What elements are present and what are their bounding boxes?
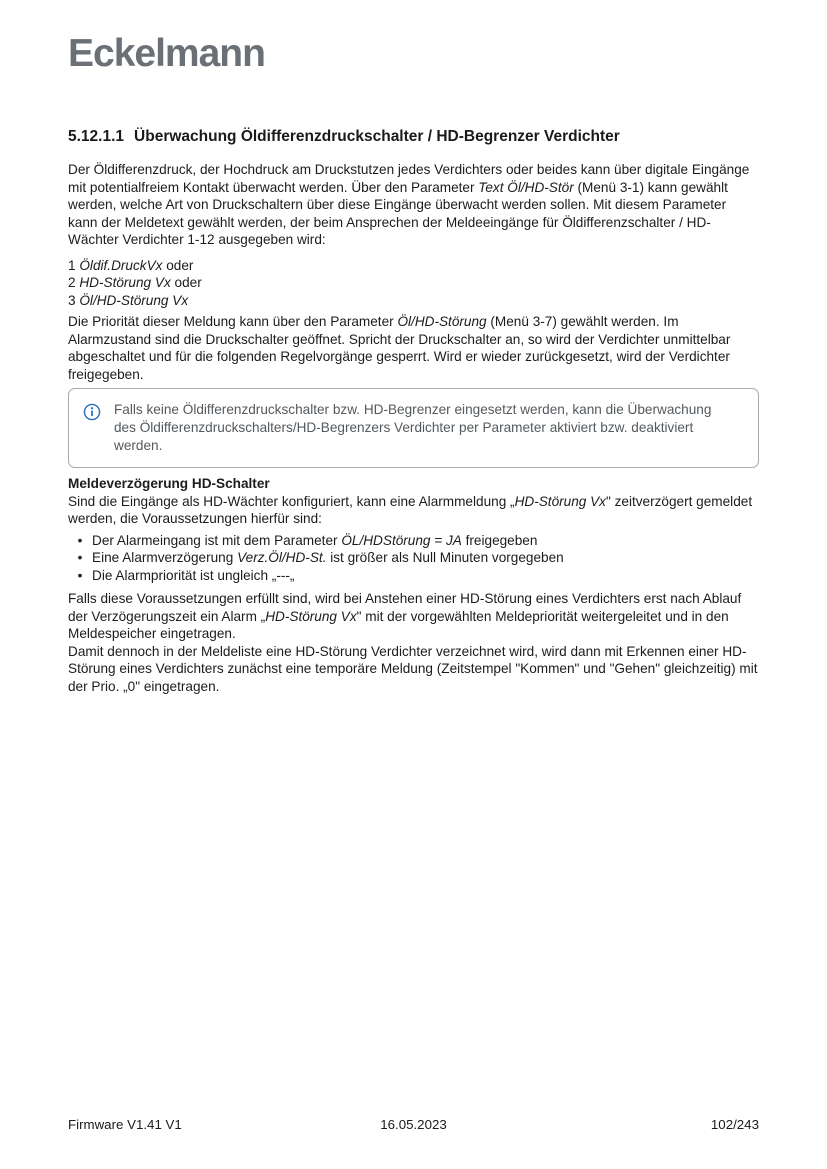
note-text: Falls keine Öldifferenzdruckschalter bzw. HD-Begrenzer eingesetzt werden, kann die Überwachung des Öldifferenzdruckschalters/HD-Begrenzers Verdichter per Parameter aktiviert bzw. deaktiviert werden. [114, 402, 712, 453]
section-title: Überwachung Öldifferenzdruckschalter / HD-Begrenzer Verdichter [134, 128, 620, 145]
section-heading [68, 128, 759, 146]
info-icon [83, 403, 101, 426]
intro-paragraph: Der Öldifferenzdruck, der Hochdruck am Druckstutzen jedes Verdichters oder beides kann über digitale Eingänge mit potentialfreiem Kontakt überwacht werden. Über den Parameter Text Öl/HD-Stör (Menü 3-1) kann gewählt werden, welche Art von Druckschaltern über diese Eingänge überwacht werden sollen. Mit diesem Parameter kann der Meldetext gewählt werden, der beim Ansprechen der Meldeeingänge für Öldifferenzschalter / HD-Wächter Verdichter 1-12 ausgegeben wird: [68, 162, 750, 247]
delay-section [68, 475, 759, 528]
list-item [68, 532, 759, 550]
list-item [68, 549, 759, 567]
section-number: 5.12.1.1 [68, 128, 125, 145]
priority-paragraph: Die Priorität dieser Meldung kann über den Parameter Öl/HD-Störung (Menü 3-7) gewählt werden. Im Alarmzustand sind die Druckschalter geöffnet. Spricht der Druckschalter an, so wird der Verdichter unmittelbar abgeschaltet und für die folgenden Regelvorgänge gesperrt. Wird er wieder zurückgesetzt, wird der Verdichter freigegeben. [68, 314, 731, 382]
eckelmann-logo: Eckelmann [68, 32, 265, 75]
list-item-text: Eine Alarmverzögerung Verz.Öl/HD-St. ist größer als Null Minuten vorgegeben [92, 550, 564, 565]
delay-section-intro: Sind die Eingänge als HD-Wächter konfiguriert, kann eine Alarmmeldung „HD-Störung Vx" zeitverzögert gemeldet werden, die Voraussetzungen hierfür sind: [68, 493, 753, 526]
footer-firmware-version: Firmware V1.41 V1 [68, 1117, 182, 1132]
message-text-option: 1 Öldif.DruckVx oder [68, 257, 194, 273]
bullet-icon: • [77, 532, 83, 548]
message-text-option: 3 Öl/HD-Störung Vx [68, 292, 189, 308]
delay-section-title: Meldeverzögerung HD-Schalter [68, 476, 270, 491]
message-text-options-list [68, 257, 759, 310]
list-item-text: Der Alarmeingang ist mit dem Parameter ÖL/HDStörung = JA freigegeben [92, 532, 538, 548]
footer-page-number: 102/243 [710, 1117, 759, 1132]
delay-section-outro: Falls diese Voraussetzungen erfüllt sind, wird bei Anstehen einer HD-Störung eines Verdichters erst nach Ablauf der Verzögerungszeit ein Alarm „HD-Störung Vx" mit der vorgewählten Meldepriorität weitergeleitet und in den Meldespeicher eingetragen. Damit dennoch in der Meldeliste eine HD-Störung Verdichter verzeichnet wird, wird dann mit Erkennen einer HD-Störung eines Verdichters zunächst eine temporäre Meldung (Zeitstempel "Kommen" und "Gehen" gleichzeitig) mit der Prio. „0" eingetragen. [68, 591, 758, 694]
list-item [68, 567, 759, 585]
note-box [68, 388, 759, 468]
message-text-option: 2 HD-Störung Vx oder [68, 275, 202, 290]
bullet-icon: • [77, 567, 83, 583]
list-item-text: Die Alarmpriorität ist ungleich „---„ [92, 567, 295, 583]
page-footer [68, 1117, 759, 1132]
bullet-icon: • [77, 550, 83, 565]
footer-date: 16.05.2023 [380, 1117, 447, 1132]
requirements-list [68, 532, 759, 585]
